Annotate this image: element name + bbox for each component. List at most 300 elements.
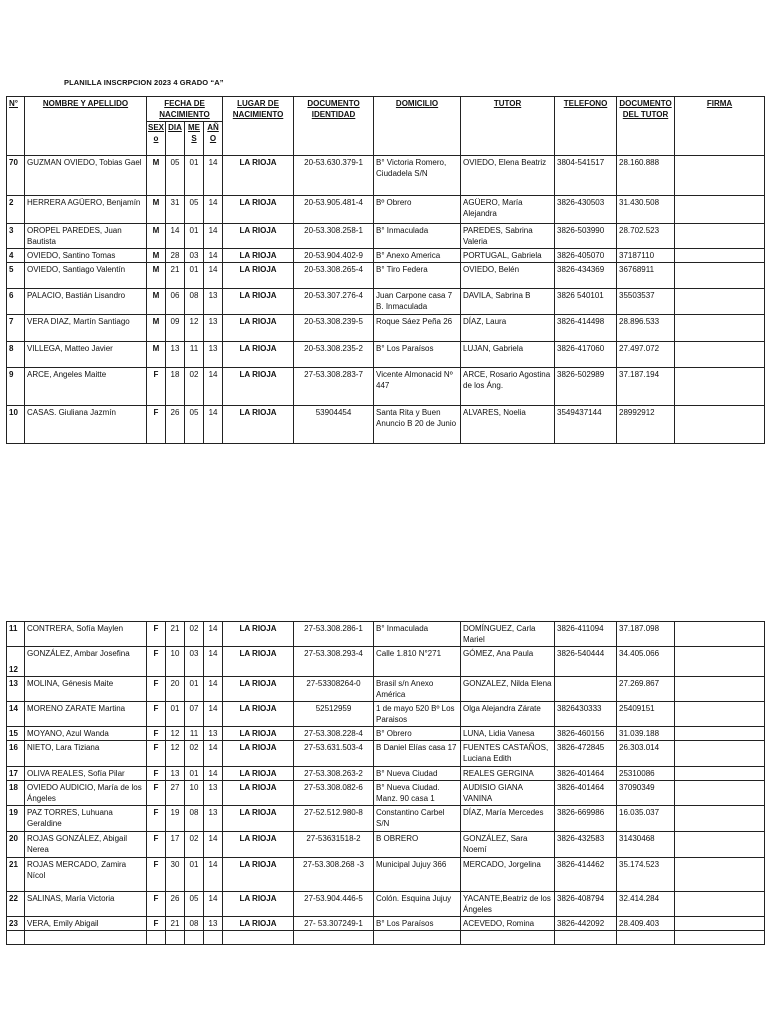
cell-nombre: CASAS. Giuliana Jazmín bbox=[25, 406, 147, 444]
header-telefono: TELEFONO bbox=[555, 97, 617, 156]
cell-anio: 14 bbox=[204, 647, 223, 677]
cell-tutor: DÍAZ, María Mercedes bbox=[461, 806, 555, 832]
cell-firma bbox=[675, 263, 765, 289]
cell-firma bbox=[675, 677, 765, 702]
cell-anio: 13 bbox=[204, 342, 223, 368]
cell-doc-tutor: 37.187.194 bbox=[617, 368, 675, 406]
cell-tutor: OVIEDO, Belén bbox=[461, 263, 555, 289]
cell-nombre: OVIEDO, Santiago Valentín bbox=[25, 263, 147, 289]
cell-no: 14 bbox=[7, 702, 25, 727]
cell-nombre: MORENO ZARATE Martina bbox=[25, 702, 147, 727]
cell-mes: 02 bbox=[185, 832, 204, 858]
cell-tutor: AGÜERO, María Alejandra bbox=[461, 196, 555, 224]
cell-no: 6 bbox=[7, 289, 25, 315]
cell-anio: 14 bbox=[204, 224, 223, 249]
cell-sexo: F bbox=[147, 832, 166, 858]
cell-documento: 52512959 bbox=[294, 702, 374, 727]
header-dia: DIA bbox=[166, 122, 185, 156]
cell-firma bbox=[675, 406, 765, 444]
cell-doc-tutor: 25409151 bbox=[617, 702, 675, 727]
cell-anio: 14 bbox=[204, 832, 223, 858]
cell-no: 15 bbox=[7, 727, 25, 741]
cell-domicilio: B° Inmaculada bbox=[374, 224, 461, 249]
cell-dia bbox=[166, 931, 185, 945]
cell-lugar: LA RIOJA bbox=[223, 315, 294, 342]
cell-mes: 05 bbox=[185, 892, 204, 917]
cell-tutor: ACEVEDO, Romina bbox=[461, 917, 555, 931]
cell-lugar: LA RIOJA bbox=[223, 832, 294, 858]
cell-dia: 27 bbox=[166, 781, 185, 806]
cell-lugar: LA RIOJA bbox=[223, 289, 294, 315]
table-row bbox=[7, 647, 765, 677]
cell-dia: 13 bbox=[166, 342, 185, 368]
cell-firma bbox=[675, 315, 765, 342]
cell-anio: 13 bbox=[204, 806, 223, 832]
cell-telefono: 3826-442092 bbox=[555, 917, 617, 931]
cell-anio: 14 bbox=[204, 767, 223, 781]
cell-sexo: F bbox=[147, 727, 166, 741]
table-row bbox=[7, 806, 765, 832]
cell-firma bbox=[675, 368, 765, 406]
header-documento: DOCUMENTO IDENTIDAD bbox=[294, 97, 374, 156]
cell-tutor: GONZÁLEZ, Sara Noemí bbox=[461, 832, 555, 858]
cell-domicilio bbox=[374, 931, 461, 945]
cell-lugar: LA RIOJA bbox=[223, 767, 294, 781]
header-domicilio: DOMICILIO bbox=[374, 97, 461, 156]
cell-firma bbox=[675, 249, 765, 263]
cell-nombre bbox=[25, 931, 147, 945]
cell-sexo: F bbox=[147, 702, 166, 727]
cell-anio: 14 bbox=[204, 368, 223, 406]
cell-mes: 01 bbox=[185, 858, 204, 892]
cell-lugar: LA RIOJA bbox=[223, 156, 294, 196]
header-firma: FIRMA bbox=[675, 97, 765, 156]
cell-mes: 01 bbox=[185, 767, 204, 781]
cell-doc-tutor: 36768911 bbox=[617, 263, 675, 289]
cell-mes: 01 bbox=[185, 677, 204, 702]
cell-mes: 05 bbox=[185, 406, 204, 444]
cell-no: 11 bbox=[7, 622, 25, 647]
cell-domicilio: B° Tiro Federa bbox=[374, 263, 461, 289]
table-row bbox=[7, 767, 765, 781]
cell-firma bbox=[675, 858, 765, 892]
cell-lugar: LA RIOJA bbox=[223, 196, 294, 224]
table-row bbox=[7, 677, 765, 702]
cell-nombre: OROPEL PAREDES, Juan Bautista bbox=[25, 224, 147, 249]
cell-dia: 31 bbox=[166, 196, 185, 224]
cell-no: 70 bbox=[7, 156, 25, 196]
cell-no: 17 bbox=[7, 767, 25, 781]
cell-no: 8 bbox=[7, 342, 25, 368]
table-row bbox=[7, 702, 765, 727]
cell-tutor bbox=[461, 931, 555, 945]
cell-tutor: LUNA, Lidia Vanesa bbox=[461, 727, 555, 741]
cell-mes: 12 bbox=[185, 315, 204, 342]
cell-lugar: LA RIOJA bbox=[223, 702, 294, 727]
cell-telefono: 3826-669986 bbox=[555, 806, 617, 832]
cell-documento: 27-53.308.228-4 bbox=[294, 727, 374, 741]
cell-tutor: OVIEDO, Elena Beatriz bbox=[461, 156, 555, 196]
cell-documento: 27-53308264-0 bbox=[294, 677, 374, 702]
cell-tutor: ALVARES, Noelia bbox=[461, 406, 555, 444]
table-row bbox=[7, 342, 765, 368]
cell-anio: 14 bbox=[204, 622, 223, 647]
cell-doc-tutor: 28.896.533 bbox=[617, 315, 675, 342]
cell-no: 5 bbox=[7, 263, 25, 289]
table-row bbox=[7, 263, 765, 289]
cell-dia: 21 bbox=[166, 622, 185, 647]
cell-lugar: LA RIOJA bbox=[223, 858, 294, 892]
cell-lugar: LA RIOJA bbox=[223, 406, 294, 444]
cell-lugar: LA RIOJA bbox=[223, 263, 294, 289]
cell-firma bbox=[675, 806, 765, 832]
cell-telefono bbox=[555, 931, 617, 945]
cell-sexo: M bbox=[147, 289, 166, 315]
cell-tutor: DÍAZ, Laura bbox=[461, 315, 555, 342]
cell-sexo: M bbox=[147, 315, 166, 342]
cell-lugar: LA RIOJA bbox=[223, 647, 294, 677]
cell-mes: 08 bbox=[185, 289, 204, 315]
cell-anio: 13 bbox=[204, 727, 223, 741]
cell-nombre: OLIVA REALES, Sofía Pilar bbox=[25, 767, 147, 781]
cell-dia: 30 bbox=[166, 858, 185, 892]
cell-tutor: LUJAN, Gabriela bbox=[461, 342, 555, 368]
cell-mes: 02 bbox=[185, 622, 204, 647]
cell-domicilio: B° Obrero bbox=[374, 727, 461, 741]
table-row bbox=[7, 156, 765, 196]
cell-firma bbox=[675, 156, 765, 196]
cell-sexo bbox=[147, 931, 166, 945]
cell-documento: 27-53.308.286-1 bbox=[294, 622, 374, 647]
cell-doc-tutor: 28.702.523 bbox=[617, 224, 675, 249]
table-row bbox=[7, 196, 765, 224]
cell-documento: 27-52.512.980-8 bbox=[294, 806, 374, 832]
cell-no: 20 bbox=[7, 832, 25, 858]
cell-firma bbox=[675, 622, 765, 647]
cell-anio: 13 bbox=[204, 315, 223, 342]
cell-mes: 07 bbox=[185, 702, 204, 727]
cell-doc-tutor: 31430468 bbox=[617, 832, 675, 858]
cell-documento: 20-53.308.239-5 bbox=[294, 315, 374, 342]
cell-dia: 09 bbox=[166, 315, 185, 342]
table-row bbox=[7, 289, 765, 315]
cell-documento: 20-53.904.402-9 bbox=[294, 249, 374, 263]
cell-dia: 13 bbox=[166, 767, 185, 781]
cell-nombre: ROJAS GONZÁLEZ, Abigail Nerea bbox=[25, 832, 147, 858]
cell-dia: 26 bbox=[166, 892, 185, 917]
cell-mes: 01 bbox=[185, 263, 204, 289]
cell-dia: 26 bbox=[166, 406, 185, 444]
cell-sexo: F bbox=[147, 767, 166, 781]
header-mes: MES bbox=[185, 122, 204, 156]
cell-dia: 19 bbox=[166, 806, 185, 832]
cell-anio: 14 bbox=[204, 406, 223, 444]
cell-firma bbox=[675, 767, 765, 781]
cell-doc-tutor: 27.497.072 bbox=[617, 342, 675, 368]
cell-lugar: LA RIOJA bbox=[223, 781, 294, 806]
cell-sexo: F bbox=[147, 806, 166, 832]
cell-telefono: 3826-432583 bbox=[555, 832, 617, 858]
cell-nombre: PAZ TORRES, Luhuana Geraldine bbox=[25, 806, 147, 832]
header-nombre: NOMBRE Y APELLIDO bbox=[25, 97, 147, 156]
cell-anio: 14 bbox=[204, 677, 223, 702]
cell-doc-tutor: 37187110 bbox=[617, 249, 675, 263]
cell-no: 13 bbox=[7, 677, 25, 702]
cell-mes: 08 bbox=[185, 917, 204, 931]
cell-documento: 27-53631518-2 bbox=[294, 832, 374, 858]
cell-anio bbox=[204, 931, 223, 945]
registration-table-page-2 bbox=[6, 621, 765, 945]
table-row bbox=[7, 249, 765, 263]
cell-mes: 05 bbox=[185, 196, 204, 224]
cell-tutor: FUENTES CASTAÑOS, Luciana Edith bbox=[461, 741, 555, 767]
cell-anio: 14 bbox=[204, 249, 223, 263]
cell-dia: 10 bbox=[166, 647, 185, 677]
cell-firma bbox=[675, 781, 765, 806]
cell-telefono bbox=[555, 677, 617, 702]
cell-documento: 20-53.307.276-4 bbox=[294, 289, 374, 315]
cell-firma bbox=[675, 917, 765, 931]
cell-sexo: F bbox=[147, 406, 166, 444]
cell-domicilio: B° Los Paraísos bbox=[374, 917, 461, 931]
cell-telefono: 3826-411094 bbox=[555, 622, 617, 647]
cell-domicilio: Municipal Jujuy 366 bbox=[374, 858, 461, 892]
cell-no: 18 bbox=[7, 781, 25, 806]
cell-doc-tutor: 16.035.037 bbox=[617, 806, 675, 832]
cell-no: 9 bbox=[7, 368, 25, 406]
cell-doc-tutor: 35.174.523 bbox=[617, 858, 675, 892]
cell-mes: 08 bbox=[185, 806, 204, 832]
cell-no bbox=[7, 931, 25, 945]
cell-doc-tutor: 37.187.098 bbox=[617, 622, 675, 647]
registration-table-page-1 bbox=[6, 96, 765, 444]
cell-tutor: ARCE, Rosario Agostina de los Áng. bbox=[461, 368, 555, 406]
cell-sexo: F bbox=[147, 781, 166, 806]
cell-nombre: NIETO, Lara Tiziana bbox=[25, 741, 147, 767]
cell-telefono: 3549437144 bbox=[555, 406, 617, 444]
cell-sexo: F bbox=[147, 858, 166, 892]
cell-dia: 14 bbox=[166, 224, 185, 249]
cell-no: 2 bbox=[7, 196, 25, 224]
cell-nombre: VILLEGA, Matteo Javier bbox=[25, 342, 147, 368]
cell-lugar: LA RIOJA bbox=[223, 342, 294, 368]
cell-firma bbox=[675, 342, 765, 368]
cell-mes: 03 bbox=[185, 647, 204, 677]
cell-nombre: SALINAS, María Victoria bbox=[25, 892, 147, 917]
cell-telefono: 3826-401464 bbox=[555, 781, 617, 806]
cell-telefono: 3826-434369 bbox=[555, 263, 617, 289]
cell-tutor: AUDISIO GIANA VANINA bbox=[461, 781, 555, 806]
cell-lugar: LA RIOJA bbox=[223, 677, 294, 702]
cell-doc-tutor: 31.430.508 bbox=[617, 196, 675, 224]
cell-dia: 05 bbox=[166, 156, 185, 196]
table-row bbox=[7, 858, 765, 892]
cell-domicilio: Juan Carpone casa 7 B. Inmaculada bbox=[374, 289, 461, 315]
cell-telefono: 3826 540101 bbox=[555, 289, 617, 315]
cell-domicilio: Brasil s/n Anexo América bbox=[374, 677, 461, 702]
cell-doc-tutor: 37090349 bbox=[617, 781, 675, 806]
cell-lugar: LA RIOJA bbox=[223, 806, 294, 832]
cell-documento: 27-53.904.446-5 bbox=[294, 892, 374, 917]
cell-tutor: PAREDES, Sabrina Valeria bbox=[461, 224, 555, 249]
cell-no: 3 bbox=[7, 224, 25, 249]
cell-documento: 20-53.308.265-4 bbox=[294, 263, 374, 289]
cell-firma bbox=[675, 727, 765, 741]
cell-doc-tutor: 35503537 bbox=[617, 289, 675, 315]
cell-domicilio: B° Inmaculada bbox=[374, 622, 461, 647]
cell-doc-tutor: 25310086 bbox=[617, 767, 675, 781]
cell-doc-tutor: 34.405.066 bbox=[617, 647, 675, 677]
cell-lugar: LA RIOJA bbox=[223, 727, 294, 741]
cell-domicilio: B° Los Paraísos bbox=[374, 342, 461, 368]
cell-mes: 11 bbox=[185, 727, 204, 741]
table-row bbox=[7, 622, 765, 647]
cell-no: 23 bbox=[7, 917, 25, 931]
cell-tutor: PORTUGAL, Gabriela bbox=[461, 249, 555, 263]
cell-nombre: OVIEDO AUDICIO, María de los Ángeles bbox=[25, 781, 147, 806]
cell-dia: 21 bbox=[166, 917, 185, 931]
cell-sexo: M bbox=[147, 156, 166, 196]
cell-anio: 14 bbox=[204, 741, 223, 767]
cell-domicilio: B° Nueva Ciudad. Manz. 90 casa 1 bbox=[374, 781, 461, 806]
cell-documento: 27-53.308.283-7 bbox=[294, 368, 374, 406]
cell-telefono: 3826-540444 bbox=[555, 647, 617, 677]
cell-telefono: 3804-541517 bbox=[555, 156, 617, 196]
cell-domicilio: Roque Sáez Peña 26 bbox=[374, 315, 461, 342]
cell-sexo: F bbox=[147, 741, 166, 767]
header-row bbox=[7, 97, 765, 122]
cell-documento: 27-53.308.263-2 bbox=[294, 767, 374, 781]
cell-mes: 03 bbox=[185, 249, 204, 263]
cell-nombre: PALACIO, Bastián Lisandro bbox=[25, 289, 147, 315]
cell-dia: 28 bbox=[166, 249, 185, 263]
cell-documento: 27-53.308.082-6 bbox=[294, 781, 374, 806]
cell-domicilio: B OBRERO bbox=[374, 832, 461, 858]
cell-doc-tutor: 26.303.014 bbox=[617, 741, 675, 767]
cell-nombre: CONTRERA, Sofía Maylen bbox=[25, 622, 147, 647]
cell-lugar: LA RIOJA bbox=[223, 741, 294, 767]
cell-tutor: YACANTE,Beatriz de los Ángeles bbox=[461, 892, 555, 917]
cell-lugar: LA RIOJA bbox=[223, 917, 294, 931]
cell-anio: 13 bbox=[204, 917, 223, 931]
cell-dia: 18 bbox=[166, 368, 185, 406]
cell-dia: 01 bbox=[166, 702, 185, 727]
cell-lugar bbox=[223, 931, 294, 945]
cell-tutor: GONZALEZ, Nilda Elena bbox=[461, 677, 555, 702]
cell-nombre: ROJAS MERCADO, Zamira Nícol bbox=[25, 858, 147, 892]
cell-doc-tutor bbox=[617, 931, 675, 945]
cell-documento: 27- 53.307249-1 bbox=[294, 917, 374, 931]
cell-nombre: GONZÁLEZ, Ambar Josefina bbox=[25, 647, 147, 677]
header-lugar: LUGAR DE NACIMIENTO bbox=[223, 97, 294, 156]
cell-telefono: 3826-417060 bbox=[555, 342, 617, 368]
table-row bbox=[7, 368, 765, 406]
cell-documento: 27-53.631.503-4 bbox=[294, 741, 374, 767]
cell-firma bbox=[675, 931, 765, 945]
cell-anio: 14 bbox=[204, 858, 223, 892]
cell-mes: 02 bbox=[185, 368, 204, 406]
cell-tutor: MERCADO, Jorgelina bbox=[461, 858, 555, 892]
header-fecha: FECHA DE NACIMIENTO bbox=[147, 97, 223, 122]
cell-telefono: 3826-472845 bbox=[555, 741, 617, 767]
cell-dia: 12 bbox=[166, 727, 185, 741]
header-no: N° bbox=[7, 97, 25, 156]
header-tutor: TUTOR bbox=[461, 97, 555, 156]
cell-doc-tutor: 32.414.284 bbox=[617, 892, 675, 917]
cell-firma bbox=[675, 832, 765, 858]
cell-nombre: VERA, Emily Abigail bbox=[25, 917, 147, 931]
cell-dia: 21 bbox=[166, 263, 185, 289]
cell-firma bbox=[675, 702, 765, 727]
cell-sexo: M bbox=[147, 249, 166, 263]
cell-anio: 14 bbox=[204, 892, 223, 917]
cell-doc-tutor: 28992912 bbox=[617, 406, 675, 444]
table-row bbox=[7, 781, 765, 806]
table-row bbox=[7, 315, 765, 342]
cell-doc-tutor: 28.409.403 bbox=[617, 917, 675, 931]
cell-firma bbox=[675, 289, 765, 315]
cell-telefono: 3826-460156 bbox=[555, 727, 617, 741]
cell-mes bbox=[185, 931, 204, 945]
cell-firma bbox=[675, 741, 765, 767]
cell-documento: 20-53.308.258-1 bbox=[294, 224, 374, 249]
cell-anio: 13 bbox=[204, 781, 223, 806]
cell-domicilio: B Daniel Elías casa 17 bbox=[374, 741, 461, 767]
cell-domicilio: B° Victoria Romero, Ciudadela S/N bbox=[374, 156, 461, 196]
cell-lugar: LA RIOJA bbox=[223, 368, 294, 406]
cell-tutor: GÓMEZ, Ana Paula bbox=[461, 647, 555, 677]
cell-documento: 20-53.905.481-4 bbox=[294, 196, 374, 224]
cell-sexo: F bbox=[147, 622, 166, 647]
cell-nombre: HERRERA AGÜERO, Benjamín bbox=[25, 196, 147, 224]
cell-no: 22 bbox=[7, 892, 25, 917]
cell-dia: 12 bbox=[166, 741, 185, 767]
cell-no: 16 bbox=[7, 741, 25, 767]
cell-domicilio: Bº Obrero bbox=[374, 196, 461, 224]
table-body-page-2 bbox=[7, 622, 765, 945]
header-doc-tutor: DOCUMENTO DEL TUTOR bbox=[617, 97, 675, 156]
cell-sexo: M bbox=[147, 263, 166, 289]
cell-firma bbox=[675, 196, 765, 224]
cell-no: 19 bbox=[7, 806, 25, 832]
cell-tutor: DOMÍNGUEZ, Carla Mariel bbox=[461, 622, 555, 647]
cell-domicilio: Colón. Esquina Jujuy bbox=[374, 892, 461, 917]
cell-lugar: LA RIOJA bbox=[223, 249, 294, 263]
cell-sexo: M bbox=[147, 342, 166, 368]
cell-anio: 14 bbox=[204, 196, 223, 224]
cell-anio: 14 bbox=[204, 156, 223, 196]
table-body-page-1 bbox=[7, 156, 765, 444]
cell-doc-tutor: 28.160.888 bbox=[617, 156, 675, 196]
cell-domicilio: Santa Rita y Buen Anuncio B 20 de Junio bbox=[374, 406, 461, 444]
cell-sexo: F bbox=[147, 677, 166, 702]
cell-nombre: MOLINA, Génesis Maite bbox=[25, 677, 147, 702]
cell-mes: 01 bbox=[185, 224, 204, 249]
cell-telefono: 3826430333 bbox=[555, 702, 617, 727]
cell-documento bbox=[294, 931, 374, 945]
cell-sexo: F bbox=[147, 647, 166, 677]
cell-anio: 14 bbox=[204, 702, 223, 727]
cell-mes: 11 bbox=[185, 342, 204, 368]
cell-domicilio: 1 de mayo 520 Bº Los Paraisos bbox=[374, 702, 461, 727]
cell-domicilio: Vicente Almonacid Nº 447 bbox=[374, 368, 461, 406]
cell-telefono: 3826-405070 bbox=[555, 249, 617, 263]
cell-sexo: F bbox=[147, 917, 166, 931]
cell-firma bbox=[675, 647, 765, 677]
cell-mes: 02 bbox=[185, 741, 204, 767]
cell-documento: 20-53.630.379-1 bbox=[294, 156, 374, 196]
page-title: PLANILLA INSCRPCION 2023 4 GRADO “A” bbox=[64, 78, 224, 87]
